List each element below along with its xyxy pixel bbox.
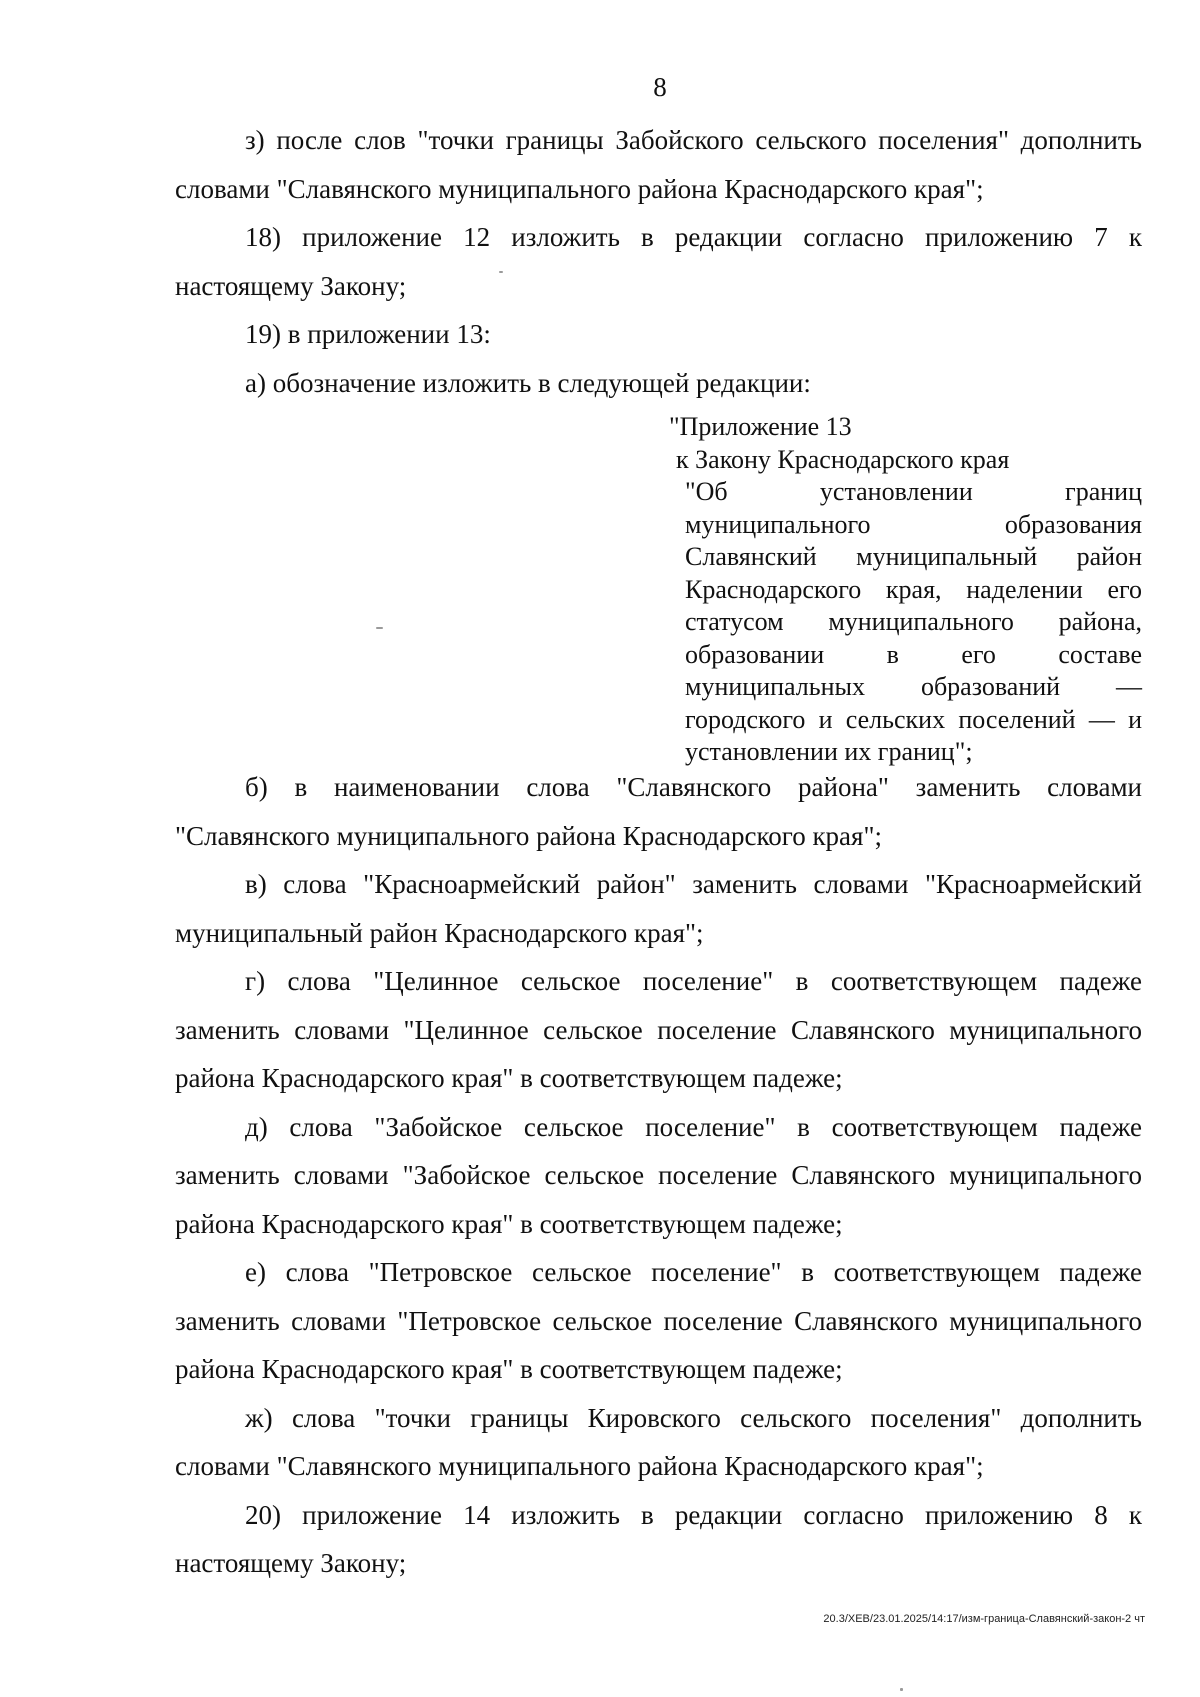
paragraph-e: е) слова "Петровское сельское поселение" в соответствующем падеже заменить словами "Петровское сельское поселение Славянского муниципального района Краснодарского края" в соответствующем падеже; (175, 1257, 1142, 1384)
paragraph-v: в) слова "Красноармейский район" заменить словами "Красноармейский муниципальный район Краснодарского края"; (175, 869, 1142, 948)
body-text-top (175, 116, 1142, 407)
paragraph-a: а) обозначение изложить в следующей редакции: (245, 367, 811, 398)
paragraph-d: д) слова "Забойское сельское поселение" в соответствующем падеже заменить словами "Забойское сельское поселение Славянского муниципального района Краснодарского края" в соответствующем падеже; (175, 1111, 1142, 1239)
paragraph-z: з) после слов "точки границы Забойского сельского поселения" дополнить словами "Славянского муниципального района Краснодарского края"; (175, 125, 1142, 204)
paragraph-20: 20) приложение 14 изложить в редакции согласно приложению 8 к настоящему Закону; (175, 1499, 1142, 1578)
appendix-to-law: к Закону Краснодарского края (676, 444, 1010, 474)
scan-speck (376, 627, 383, 629)
appendix-title: "Приложение 13 (669, 412, 852, 441)
page-number: 8 (653, 72, 667, 102)
footer-document-code: 20.3/ХЕВ/23.01.2025/14:17/изм-граница-Славянский-закон-2 чт (823, 1613, 1145, 1625)
paragraph-zh: ж) слова "точки границы Кировского сельского поселения" дополнить словами "Славянского муниципального района Краснодарского края"; (175, 1402, 1142, 1481)
paragraph-19: 19) в приложении 13: (245, 319, 491, 349)
appendix-designation-block (669, 411, 1142, 769)
scan-speck (900, 1688, 903, 1691)
paragraph-g: г) слова "Целинное сельское поселение" в соответствующем падеже заменить словами "Целинное сельское поселение Славянского муниципального района Краснодарского края" в соответствующем падеже; (175, 966, 1142, 1093)
paragraph-b: б) в наименовании слова "Славянского района" заменить словами "Славянского муниципального района Краснодарского края"; (175, 772, 1142, 851)
body-text-bottom (175, 763, 1142, 1588)
scan-speck (499, 271, 503, 273)
paragraph-18: 18) приложение 12 изложить в редакции согласно приложению 7 к настоящему Закону; (175, 222, 1142, 301)
appendix-law-name: "Об установлении границ муниципального образования Славянский муниципальный район Краснодарского края, наделении его статусом муниципального района, образовании в его составе муниципальных образований — городского и сельских поселений — и установлении их границ"; (685, 477, 1142, 766)
